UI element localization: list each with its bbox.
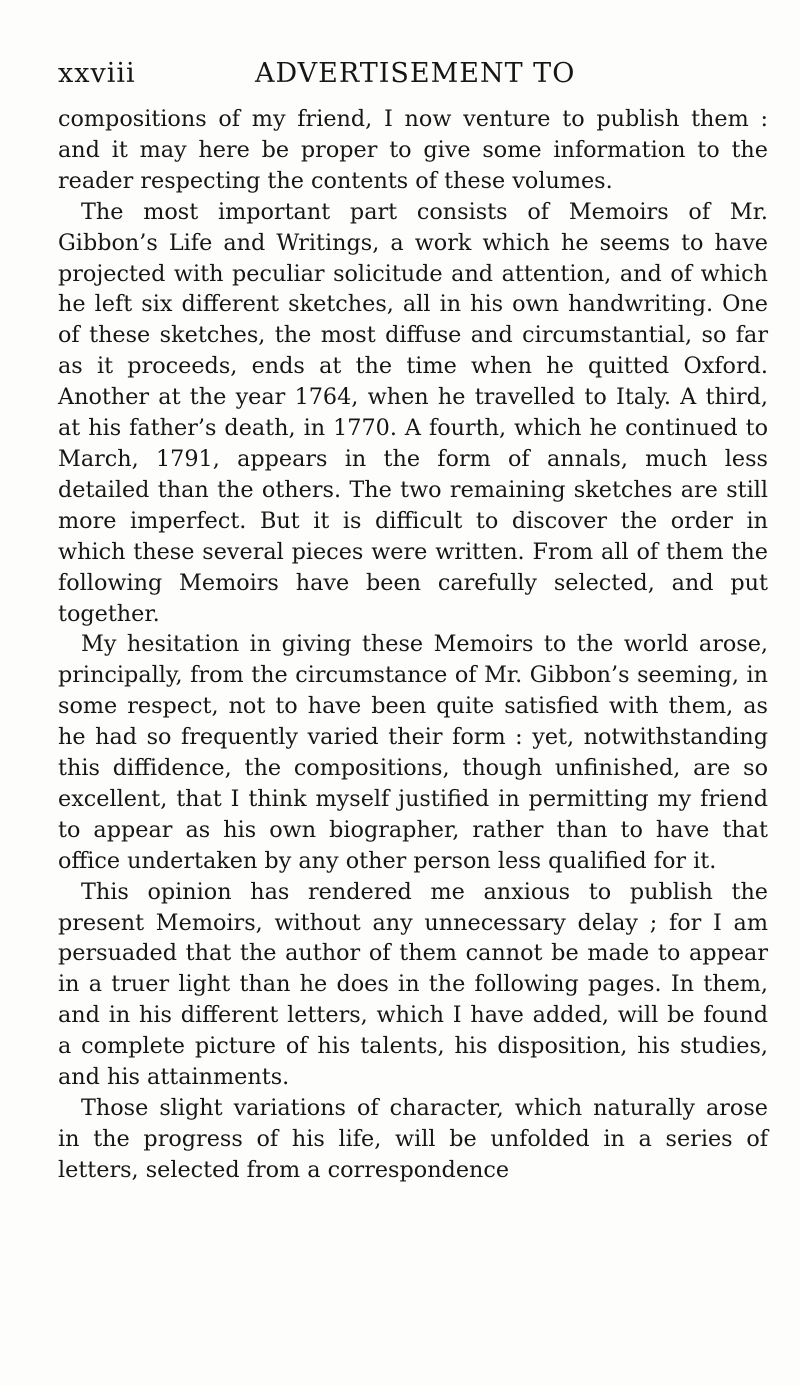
paragraph-variations: Those slight variations of character, which naturally arose in the progress of his life, will be unfolded in a series of letters, selected from a correspondence bbox=[58, 1095, 768, 1183]
body-text bbox=[58, 104, 768, 1186]
paragraph-opinion: This opinion has rendered me anxious to publish the present Memoirs, without any unnecessary delay ; for I am persuaded that the author of them cannot be made to appear in a truer light than he does in the following pages. In them, and in his different letters, which I have added, will be found a complete picture of his talents, his disposition, his studies, and his attainments. bbox=[58, 878, 768, 1091]
page-number: xxviii bbox=[58, 58, 136, 89]
paragraph-hesitation: My hesitation in giving these Memoirs to the world arose, principally, from the circumstance of Mr. Gibbon’s seeming, in some respect, not to have been quite satisfied with them, as he had so frequently varied their form : yet, notwithstanding this diffidence, the compositions, though unfinished, are so excellent, that I think myself justified in permitting my friend to appear as his own biographer, rather than to have that office undertaken by any other person less qualified for it. bbox=[58, 631, 768, 874]
paragraph-continuation: compositions of my friend, I now venture to publish them : and it may here be proper to give some information to the reader respecting the contents of these volumes. bbox=[58, 106, 768, 194]
running-title: ADVERTISEMENT TO bbox=[255, 58, 576, 89]
paragraph-memoirs-contents: The most important part consists of Memoirs of Mr. Gibbon’s Life and Writings, a work which he seems to have projected with peculiar solicitude and attention, and of which he left six different sketches, all in his own handwriting. One of these sketches, the most diffuse and circumstantial, so far as it proceeds, ends at the time when he quitted Oxford. Another at the year 1764, when he travelled to Italy. A third, at his father’s death, in 1770. A fourth, which he continued to March, 1791, appears in the form of annals, much less detailed than the others. The two remaining sketches are still more imperfect. But it is difficult to discover the order in which these several pieces were written. From all of them the following Memoirs have been carefully selected, and put together. bbox=[58, 198, 768, 627]
running-head bbox=[58, 54, 768, 94]
